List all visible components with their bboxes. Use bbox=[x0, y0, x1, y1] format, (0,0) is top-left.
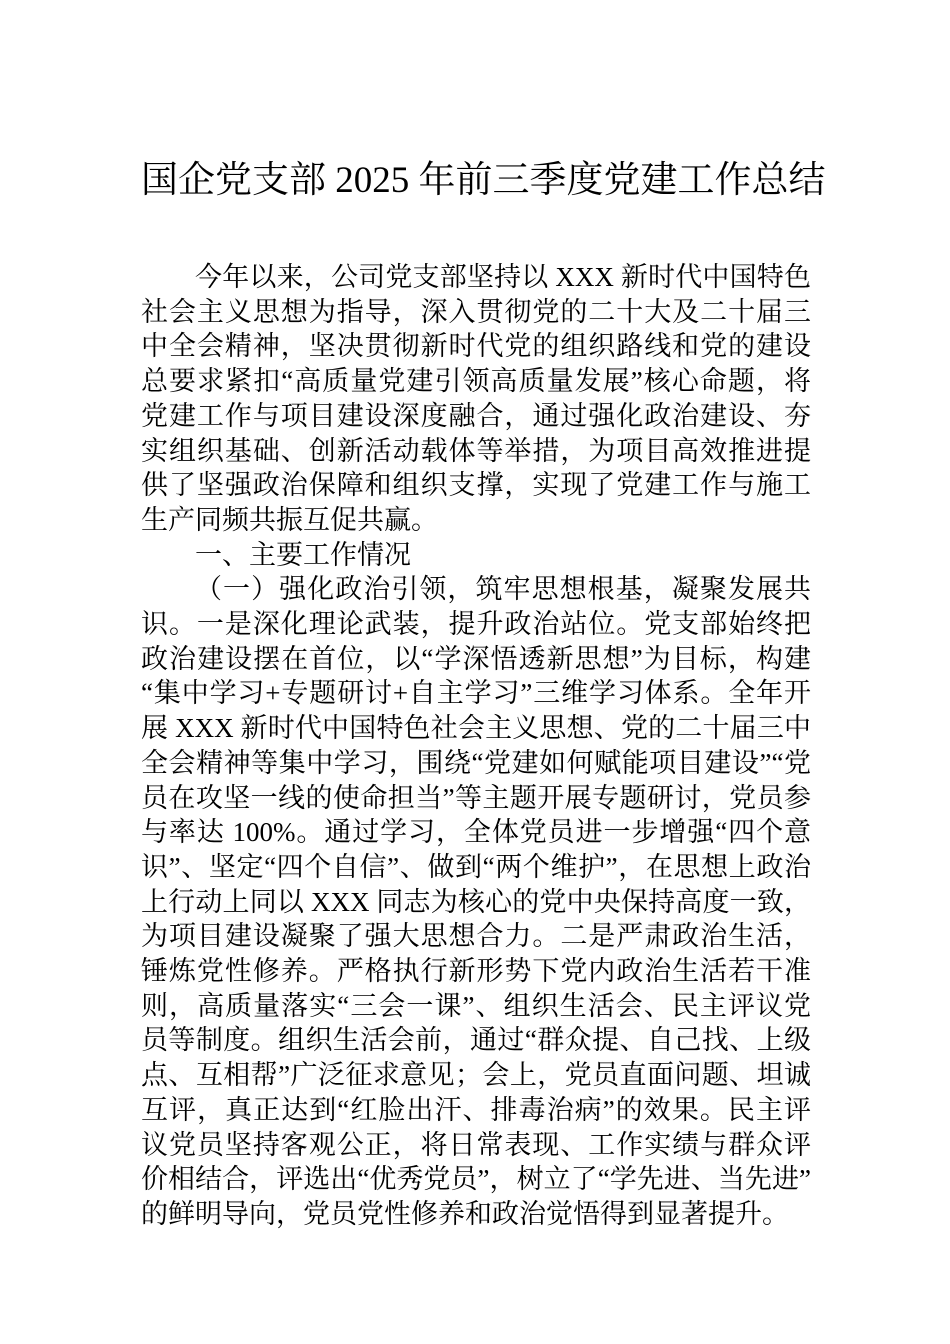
document-title: 国企党支部 2025 年前三季度党建工作总结 bbox=[141, 160, 826, 201]
document-content bbox=[141, 157, 826, 1232]
paragraph-political-leadership: （一）强化政治引领，筑牢思想根基，凝聚发展共识。一是深化理论武装，提升政治站位。党支部始终把政治建设摆在首位，以“学深悟透新思想”为目标，构建“集中学习+专题研讨+自主学习”三维学习体系。全年开展 XXX 新时代中国特色社会主义思想、党的二十届三中全会精神等集中学习，围绕“党建如何赋能项目建设”“党员在攻坚一线的使命担当”等主题开展专题研讨，党员参与率达 100%。通过学习，全体党员进一步增强“四个意识”、坚定“四个自信”、做到“两个维护”，在思想上政治上行动上同以 XXX 同志为核心的党中央保持高度一致，为项目建设凝聚了强大思想合力。二是严肃政治生活，锤炼党性修养。严格执行新形势下党内政治生活若干准则，高质量落实“三会一课”、组织生活会、民主评议党员等制度。组织生活会前，通过“群众提、自己找、上级点、互相帮”广泛征求意见；会上，党员直面问题、坦诚互评，真正达到“红脸出汗、排毒治病”的效果。民主评议党员坚持客观公正，将日常表现、工作实绩与群众评价相结合，评选出“优秀党员”，树立了“学先进、当先进”的鲜明导向，党员党性修养和政治觉悟得到显著提升。 bbox=[141, 574, 811, 1229]
paragraph-introduction: 今年以来，公司党支部坚持以 XXX 新时代中国特色社会主义思想为指导，深入贯彻党的二十大及二十届三中全会精神，坚决贯彻新时代党的组织路线和党的建设总要求紧扣“高质量党建引领高质量发展”核心命题，将党建工作与项目建设深度融合，通过强化政治建设、夯实组织基础、创新活动载体等举措，为项目高效推进提供了坚强政治保障和组织支撑，实现了党建工作与施工生产同频共振互促共赢。 bbox=[141, 262, 811, 535]
section-heading-main-work: 一、主要工作情况 bbox=[195, 539, 411, 570]
document-body bbox=[141, 260, 811, 1232]
